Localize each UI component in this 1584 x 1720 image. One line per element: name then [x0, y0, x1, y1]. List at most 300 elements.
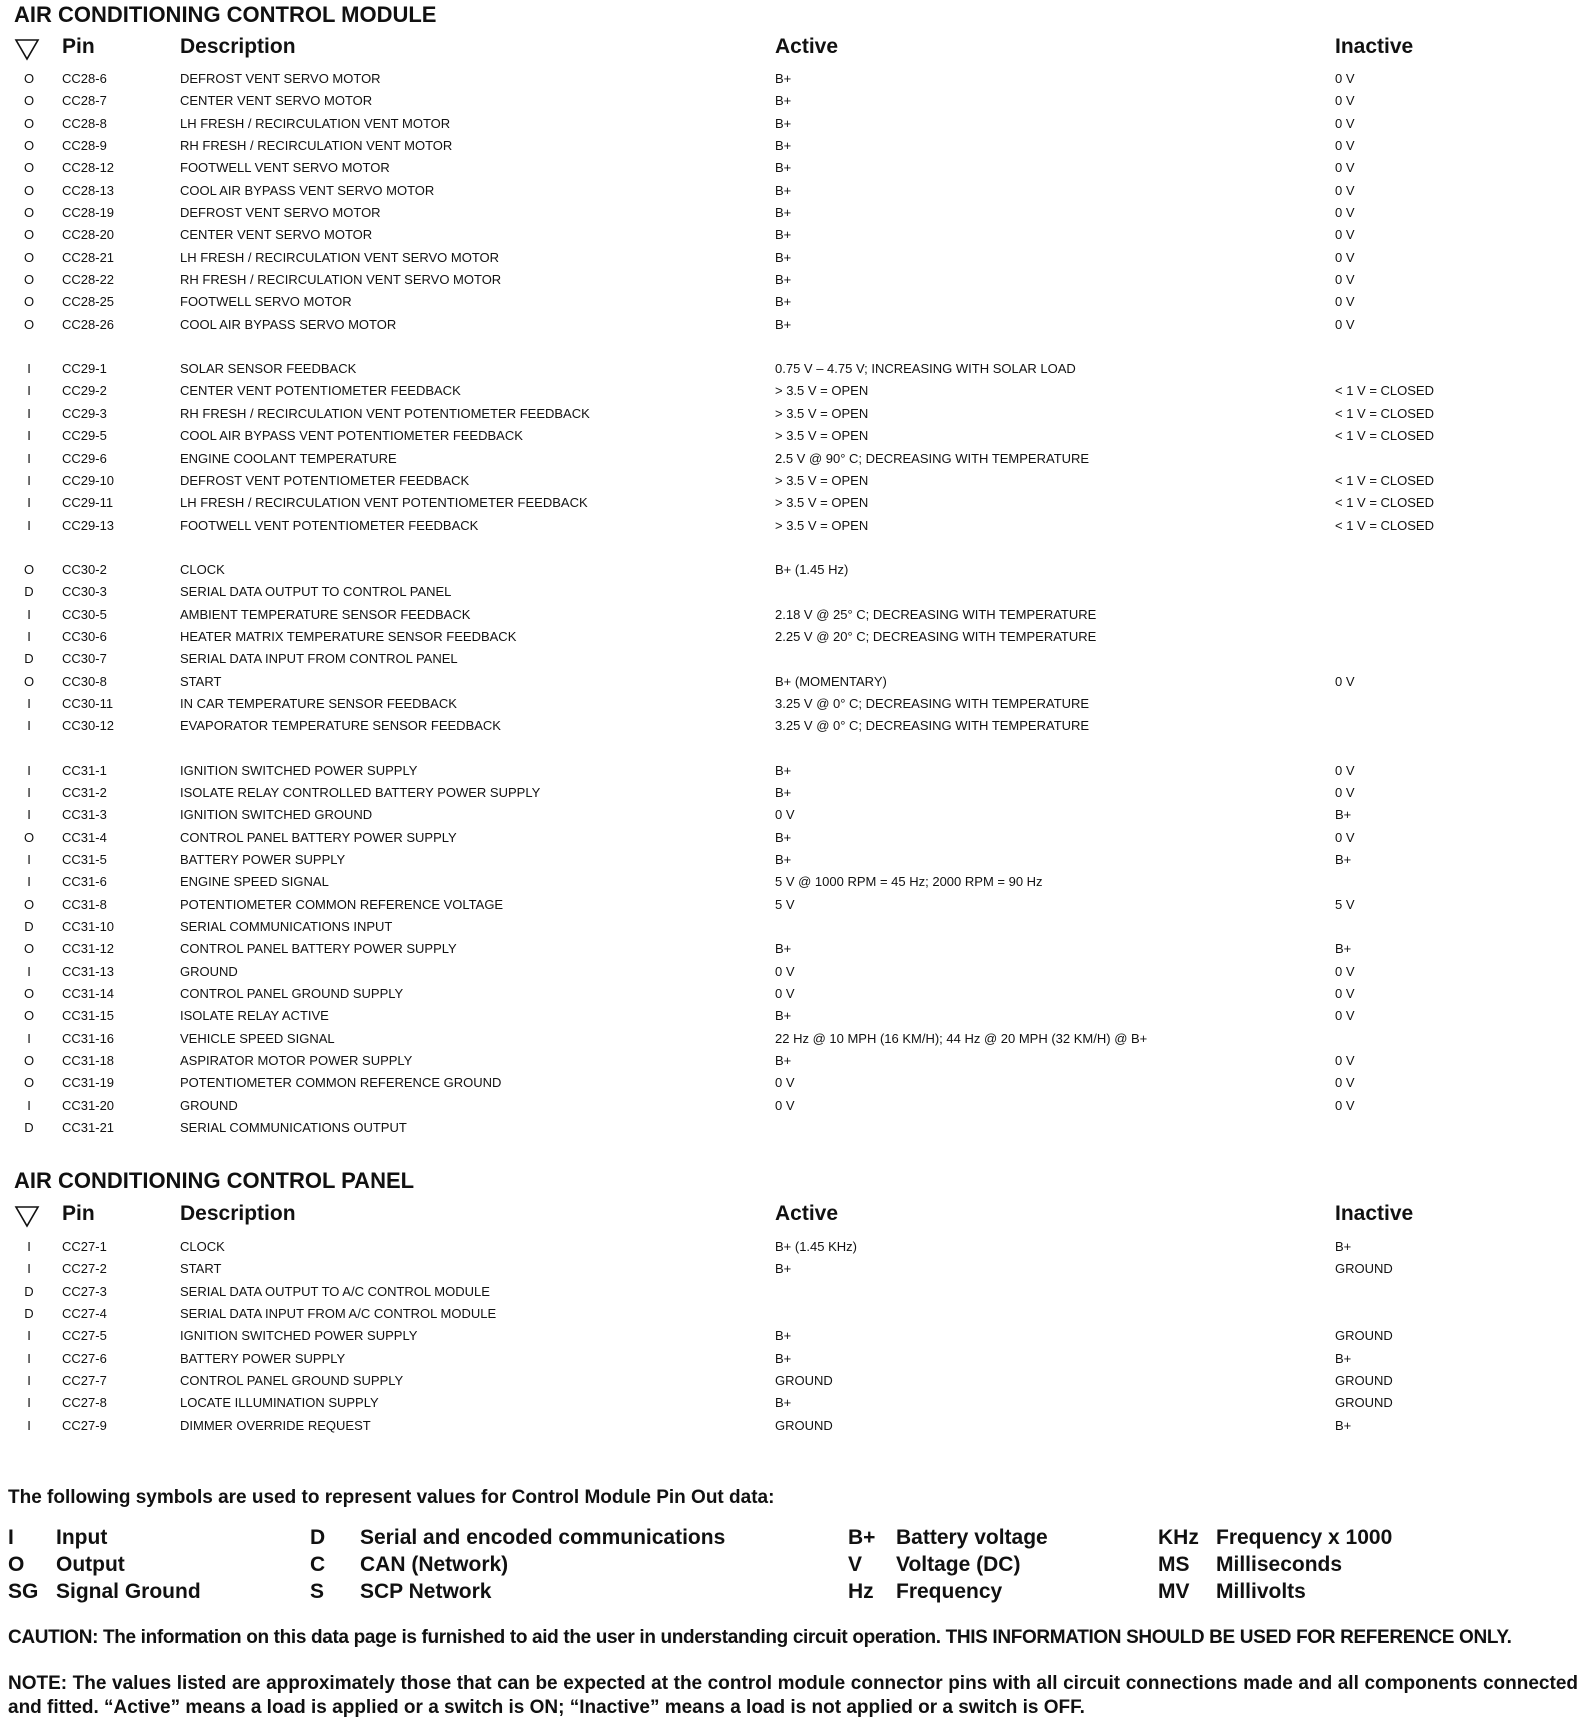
- active-value: 0 V: [775, 963, 795, 979]
- pin-description: CONTROL PANEL GROUND SUPPLY: [180, 986, 404, 1002]
- pin-type: D: [24, 584, 34, 600]
- active-value: > 3.5 V = OPEN: [775, 428, 869, 444]
- inactive-value: < 1 V = CLOSED: [1335, 383, 1434, 399]
- pin-type: O: [23, 71, 35, 86]
- pin-number: CC27-2: [62, 1261, 107, 1277]
- active-value: 5 V @ 1000 RPM = 45 Hz; 2000 RPM = 90 Hz: [775, 874, 1043, 890]
- pin-number: CC31-6: [62, 874, 107, 890]
- pin-type: I: [27, 1030, 31, 1046]
- table-row: [0, 1117, 1584, 1139]
- pin-description: CONTROL PANEL BATTERY POWER SUPPLY: [180, 941, 457, 957]
- pin-number: CC30-11: [62, 695, 114, 711]
- active-value: B+: [775, 1008, 792, 1024]
- pin-number: CC31-8: [62, 896, 107, 912]
- inactive-value: 0 V: [1335, 762, 1355, 778]
- active-value: 3.25 V @ 0° C; DECREASING WITH TEMPERATURE: [775, 695, 1090, 711]
- active-value: B+: [775, 829, 792, 845]
- table-row: [0, 224, 1584, 246]
- inactive-value: 0 V: [1335, 249, 1355, 265]
- pin-description: SERIAL DATA OUTPUT TO CONTROL PANEL: [180, 584, 452, 600]
- table-row: [0, 559, 1584, 581]
- pin-type: O: [23, 561, 35, 577]
- table-row: [0, 1370, 1584, 1392]
- pin-number: CC28-26: [62, 316, 115, 332]
- table-row: [0, 1095, 1584, 1117]
- pin-number: CC31-3: [62, 807, 107, 823]
- pin-number: CC31-18: [62, 1053, 115, 1069]
- pin-number: CC28-25: [62, 294, 115, 310]
- pin-description: CONTROL PANEL BATTERY POWER SUPPLY: [180, 829, 457, 845]
- active-value: 2.5 V @ 90° C; DECREASING WITH TEMPERATURE: [775, 450, 1090, 466]
- inactive-value: 0 V: [1335, 1097, 1355, 1113]
- pin-number: CC29-1: [62, 361, 107, 377]
- pin-number: CC27-7: [62, 1373, 107, 1389]
- panel-section-title: AIR CONDITIONING CONTROL PANEL: [14, 1168, 415, 1193]
- pin-number: CC30-12: [62, 718, 115, 734]
- table-row: [0, 849, 1584, 871]
- table-row: [0, 269, 1584, 291]
- table-row: [0, 715, 1584, 737]
- active-value: B+: [775, 205, 792, 221]
- pin-type: D: [24, 1283, 34, 1299]
- active-value: 2.25 V @ 20° C; DECREASING WITH TEMPERATURE: [775, 628, 1097, 644]
- header-inactive: Inactive: [1335, 35, 1414, 58]
- active-value: B+: [775, 1053, 792, 1069]
- active-value: 0 V: [775, 1097, 795, 1113]
- pin-description: LH FRESH / RECIRCULATION VENT POTENTIOMETER FEEDBACK: [180, 495, 588, 511]
- pin-type: I: [27, 1373, 31, 1389]
- pin-type: O: [23, 205, 35, 221]
- pin-description: AMBIENT TEMPERATURE SENSOR FEEDBACK: [180, 606, 471, 622]
- active-value: B+: [775, 115, 792, 131]
- table-row: [0, 1072, 1584, 1094]
- pin-description: GROUND: [180, 963, 238, 979]
- inactive-value: 0 V: [1335, 316, 1355, 332]
- pin-description: ASPIRATOR MOTOR POWER SUPPLY: [180, 1053, 413, 1069]
- active-value: B+: [775, 1328, 792, 1344]
- pin-description: IGNITION SWITCHED POWER SUPPLY: [180, 1328, 418, 1344]
- inactive-value: 0 V: [1335, 160, 1355, 176]
- table-row: [0, 470, 1584, 492]
- table-row: [0, 983, 1584, 1005]
- pin-number: CC27-1: [62, 1239, 107, 1254]
- pin-description: LH FRESH / RECIRCULATION VENT MOTOR: [180, 115, 451, 131]
- pin-number: CC31-5: [62, 852, 107, 867]
- pin-description: SERIAL DATA INPUT FROM CONTROL PANEL: [180, 651, 458, 667]
- table-row: [0, 1050, 1584, 1072]
- table-row: [0, 671, 1584, 693]
- pin-description: SERIAL DATA OUTPUT TO A/C CONTROL MODULE: [180, 1283, 490, 1299]
- inactive-value: B+: [1335, 1239, 1352, 1254]
- legend-symbol: SG: [8, 1580, 39, 1603]
- inactive-value: 0 V: [1335, 182, 1355, 198]
- table-row: [0, 693, 1584, 715]
- inactive-value: < 1 V = CLOSED: [1335, 517, 1434, 533]
- pin-type: I: [27, 1395, 31, 1411]
- active-value: 0 V: [775, 986, 795, 1002]
- table-row: [0, 827, 1584, 849]
- note-text: NOTE: The values listed are approximately those that can be expected at the control module connector pins with all circuit connections made and all components connected and fitted. “Active” means a load is applied or a switch is ON; “Inactive” means a load is not applied or a switch is OFF.: [8, 1673, 1578, 1718]
- active-value: B+: [775, 784, 792, 800]
- pin-type: I: [27, 495, 31, 511]
- active-value: B+: [775, 272, 792, 288]
- pin-description: DEFROST VENT SERVO MOTOR: [180, 71, 381, 86]
- active-value: GROUND: [775, 1373, 833, 1389]
- table-row: [0, 1005, 1584, 1027]
- pin-description: RH FRESH / RECIRCULATION VENT SERVO MOTOR: [180, 272, 502, 288]
- pin-type: I: [27, 361, 31, 377]
- inactive-value: 0 V: [1335, 205, 1355, 221]
- table-row: [0, 626, 1584, 648]
- inactive-value: B+: [1335, 1417, 1352, 1433]
- direction-triangle-icon: [14, 37, 40, 61]
- pin-number: CC27-9: [62, 1417, 107, 1433]
- pin-description: SERIAL COMMUNICATIONS INPUT: [180, 919, 393, 935]
- inactive-value: 0 V: [1335, 71, 1355, 86]
- table-row: [0, 358, 1584, 380]
- group-spacer: [0, 738, 1584, 760]
- pin-number: CC29-2: [62, 383, 107, 399]
- pin-description: EVAPORATOR TEMPERATURE SENSOR FEEDBACK: [180, 718, 501, 734]
- active-value: 22 Hz @ 10 MPH (16 KM/H); 44 Hz @ 20 MPH (32 KM/H) @ B+: [775, 1030, 1148, 1046]
- active-value: 5 V: [775, 896, 795, 912]
- active-value: 3.25 V @ 0° C; DECREASING WITH TEMPERATURE: [775, 718, 1090, 734]
- pin-description: RH FRESH / RECIRCULATION VENT POTENTIOMETER FEEDBACK: [180, 405, 590, 421]
- pin-type: I: [27, 807, 31, 823]
- pin-number: CC28-22: [62, 272, 115, 288]
- inactive-value: 0 V: [1335, 1075, 1355, 1091]
- legend-symbol: Hz: [848, 1580, 874, 1603]
- active-value: > 3.5 V = OPEN: [775, 495, 869, 511]
- active-value: > 3.5 V = OPEN: [775, 517, 869, 533]
- table-row: [0, 157, 1584, 179]
- inactive-value: 0 V: [1335, 138, 1355, 154]
- table-row: [0, 760, 1584, 782]
- pin-type: I: [27, 628, 31, 644]
- panel-table-header: [0, 1202, 1584, 1232]
- table-row: [0, 1325, 1584, 1347]
- pin-type: I: [27, 1097, 31, 1113]
- pin-description: DEFROST VENT POTENTIOMETER FEEDBACK: [180, 472, 470, 488]
- table-row: [0, 314, 1584, 336]
- module-pin-table: [0, 68, 1584, 1139]
- pin-type: I: [27, 963, 31, 979]
- pin-number: CC29-5: [62, 428, 107, 444]
- table-row: [0, 1392, 1584, 1414]
- legend-symbol: MV: [1158, 1580, 1190, 1603]
- pin-type: O: [23, 829, 35, 845]
- module-section-title: AIR CONDITIONING CONTROL MODULE: [14, 2, 437, 27]
- active-value: B+ (MOMENTARY): [775, 673, 887, 689]
- pin-description: ISOLATE RELAY ACTIVE: [180, 1008, 329, 1024]
- table-row: [0, 804, 1584, 826]
- pin-number: CC27-8: [62, 1395, 107, 1411]
- pin-description: IGNITION SWITCHED POWER SUPPLY: [180, 762, 418, 778]
- inactive-value: < 1 V = CLOSED: [1335, 495, 1434, 511]
- pin-description: RH FRESH / RECIRCULATION VENT MOTOR: [180, 138, 453, 154]
- legend-meaning: Serial and encoded communications: [360, 1526, 726, 1549]
- legend-meaning: Output: [56, 1553, 125, 1576]
- table-row: [0, 581, 1584, 603]
- table-row: [0, 1348, 1584, 1370]
- active-value: B+: [775, 941, 792, 957]
- pin-type: O: [23, 294, 35, 310]
- active-value: B+: [775, 227, 792, 243]
- active-value: B+: [775, 294, 792, 310]
- pin-number: CC28-8: [62, 115, 107, 131]
- active-value: B+: [775, 138, 792, 154]
- table-row: [0, 648, 1584, 670]
- legend-symbol: V: [848, 1553, 863, 1576]
- legend-meaning: SCP Network: [360, 1580, 492, 1603]
- pin-type: O: [23, 93, 35, 109]
- active-value: B+: [775, 316, 792, 332]
- table-row: [0, 180, 1584, 202]
- table-row: [0, 202, 1584, 224]
- pin-number: CC30-6: [62, 628, 107, 644]
- pin-type: I: [27, 1350, 31, 1366]
- pin-type: I: [27, 405, 31, 421]
- active-value: B+: [775, 1350, 792, 1366]
- group-spacer: [0, 537, 1584, 559]
- table-row: [0, 403, 1584, 425]
- pin-description: IN CAR TEMPERATURE SENSOR FEEDBACK: [180, 695, 457, 711]
- active-value: B+: [775, 71, 792, 86]
- inactive-value: 0 V: [1335, 829, 1355, 845]
- active-value: 2.18 V @ 25° C; DECREASING WITH TEMPERATURE: [775, 606, 1097, 622]
- header-active: Active: [775, 35, 839, 58]
- pin-number: CC29-13: [62, 517, 115, 533]
- pin-description: SERIAL COMMUNICATIONS OUTPUT: [180, 1120, 407, 1136]
- pin-type: D: [24, 919, 34, 935]
- pin-type: I: [27, 472, 31, 488]
- legend-meaning: Input: [56, 1526, 108, 1549]
- legend-meaning: Milliseconds: [1216, 1553, 1343, 1576]
- table-row: [0, 782, 1584, 804]
- active-value: 0 V: [775, 807, 795, 823]
- pin-type: I: [27, 450, 31, 466]
- pin-type: O: [23, 673, 35, 689]
- pin-number: CC28-13: [62, 182, 115, 198]
- pin-number: CC31-21: [62, 1120, 115, 1136]
- inactive-value: B+: [1335, 1350, 1352, 1366]
- pin-number: CC28-9: [62, 138, 107, 154]
- pin-number: CC31-15: [62, 1008, 115, 1024]
- pin-number: CC31-19: [62, 1075, 115, 1091]
- active-value: B+: [775, 160, 792, 176]
- legend-symbol: MS: [1158, 1553, 1190, 1576]
- table-row: [0, 1281, 1584, 1303]
- pin-description: DEFROST VENT SERVO MOTOR: [180, 205, 381, 221]
- legend-meaning: Frequency x 1000: [1216, 1526, 1393, 1549]
- table-row: [0, 961, 1584, 983]
- table-row: [0, 894, 1584, 916]
- inactive-value: B+: [1335, 852, 1352, 867]
- pin-type: O: [23, 160, 35, 176]
- table-row: [0, 1236, 1584, 1258]
- pin-description: CENTER VENT SERVO MOTOR: [180, 93, 373, 109]
- pin-number: CC29-11: [62, 495, 114, 511]
- module-table-header: [0, 35, 1584, 65]
- table-row: [0, 1028, 1584, 1050]
- inactive-value: B+: [1335, 941, 1352, 957]
- pin-description: FOOTWELL VENT SERVO MOTOR: [180, 160, 390, 176]
- inactive-value: 0 V: [1335, 93, 1355, 109]
- pin-description: POTENTIOMETER COMMON REFERENCE GROUND: [180, 1075, 502, 1091]
- inactive-value: 0 V: [1335, 272, 1355, 288]
- legend-meaning: Voltage (DC): [896, 1553, 1021, 1576]
- caution-text: CAUTION: The information on this data page is furnished to aid the user in understanding circuit operation. THIS INFORMATION SHOULD BE USED FOR REFERENCE ONLY.: [8, 1627, 1512, 1648]
- pin-description: ISOLATE RELAY CONTROLLED BATTERY POWER SUPPLY: [180, 784, 541, 800]
- table-row: [0, 425, 1584, 447]
- pin-type: O: [23, 182, 35, 198]
- pin-description: GROUND: [180, 1097, 238, 1113]
- pin-description: CONTROL PANEL GROUND SUPPLY: [180, 1373, 404, 1389]
- pin-number: CC29-6: [62, 450, 107, 466]
- pin-number: CC31-13: [62, 963, 115, 979]
- pin-type: I: [27, 1417, 31, 1433]
- table-row: [0, 448, 1584, 470]
- pin-number: CC31-20: [62, 1097, 115, 1113]
- inactive-value: B+: [1335, 807, 1352, 823]
- pin-type: I: [27, 517, 31, 533]
- active-value: B+: [775, 1261, 792, 1277]
- pin-type: O: [23, 1053, 35, 1069]
- pin-type: I: [27, 428, 31, 444]
- active-value: B+: [775, 93, 792, 109]
- pin-description: SERIAL DATA INPUT FROM A/C CONTROL MODULE: [180, 1306, 497, 1322]
- table-row: [0, 135, 1584, 157]
- legend-meaning: Frequency: [896, 1580, 1003, 1603]
- table-row: [0, 604, 1584, 626]
- header-inactive: Inactive: [1335, 1202, 1414, 1225]
- inactive-value: 0 V: [1335, 963, 1355, 979]
- table-row: [0, 938, 1584, 960]
- pin-description: BATTERY POWER SUPPLY: [180, 852, 346, 867]
- pin-type: O: [23, 896, 35, 912]
- pin-number: CC30-8: [62, 673, 107, 689]
- inactive-value: GROUND: [1335, 1261, 1393, 1277]
- table-row: [0, 90, 1584, 112]
- legend-meaning: Signal Ground: [56, 1580, 201, 1603]
- table-row: [0, 916, 1584, 938]
- pin-number: CC30-5: [62, 606, 107, 622]
- pin-type: O: [23, 227, 35, 243]
- inactive-value: < 1 V = CLOSED: [1335, 428, 1434, 444]
- inactive-value: GROUND: [1335, 1373, 1393, 1389]
- pin-description: LH FRESH / RECIRCULATION VENT SERVO MOTOR: [180, 249, 500, 265]
- pin-type: O: [23, 272, 35, 288]
- pin-number: CC31-10: [62, 919, 115, 935]
- active-value: B+: [775, 1395, 792, 1411]
- inactive-value: 0 V: [1335, 986, 1355, 1002]
- pin-type: O: [23, 1075, 35, 1091]
- pin-number: CC28-21: [62, 249, 115, 265]
- inactive-value: 0 V: [1335, 294, 1355, 310]
- pin-type: I: [27, 852, 31, 867]
- pin-type: O: [23, 249, 35, 265]
- active-value: > 3.5 V = OPEN: [775, 405, 869, 421]
- pin-number: CC27-5: [62, 1328, 107, 1344]
- pin-type: O: [23, 115, 35, 131]
- pin-type: O: [23, 941, 35, 957]
- pin-description: LOCATE ILLUMINATION SUPPLY: [180, 1395, 379, 1411]
- group-spacer: [0, 336, 1584, 358]
- pin-number: CC28-12: [62, 160, 115, 176]
- active-value: > 3.5 V = OPEN: [775, 472, 869, 488]
- pin-number: CC31-1: [62, 762, 107, 778]
- inactive-value: 0 V: [1335, 673, 1355, 689]
- pin-number: CC31-12: [62, 941, 115, 957]
- legend-intro: The following symbols are used to represent values for Control Module Pin Out data:: [8, 1487, 775, 1508]
- pin-description: SOLAR SENSOR FEEDBACK: [180, 361, 357, 377]
- pin-description: COOL AIR BYPASS VENT SERVO MOTOR: [180, 182, 435, 198]
- pin-description: COOL AIR BYPASS SERVO MOTOR: [180, 316, 397, 332]
- table-row: [0, 492, 1584, 514]
- header-description: Description: [180, 1202, 296, 1225]
- active-value: > 3.5 V = OPEN: [775, 383, 869, 399]
- pin-type: I: [27, 1239, 31, 1254]
- pin-description: POTENTIOMETER COMMON REFERENCE VOLTAGE: [180, 896, 504, 912]
- inactive-value: 5 V: [1335, 896, 1355, 912]
- pin-type: O: [23, 138, 35, 154]
- pin-type: I: [27, 1261, 31, 1277]
- pin-description: VEHICLE SPEED SIGNAL: [180, 1030, 335, 1046]
- pin-number: CC27-6: [62, 1350, 107, 1366]
- pin-number: CC30-2: [62, 561, 107, 577]
- pin-number: CC28-6: [62, 71, 107, 86]
- table-row: [0, 1415, 1584, 1437]
- active-value: B+: [775, 182, 792, 198]
- inactive-value: < 1 V = CLOSED: [1335, 405, 1434, 421]
- direction-triangle-icon: [14, 1204, 40, 1228]
- pin-description: CENTER VENT SERVO MOTOR: [180, 227, 373, 243]
- pin-type: I: [27, 695, 31, 711]
- pin-number: CC31-14: [62, 986, 115, 1002]
- header-description: Description: [180, 35, 296, 58]
- pin-description: START: [180, 1261, 222, 1277]
- inactive-value: < 1 V = CLOSED: [1335, 472, 1434, 488]
- pin-description: CLOCK: [180, 1239, 225, 1254]
- active-value: B+: [775, 249, 792, 265]
- pin-description: COOL AIR BYPASS VENT POTENTIOMETER FEEDBACK: [180, 428, 523, 444]
- pin-number: CC30-7: [62, 651, 107, 667]
- pin-description: CLOCK: [180, 561, 225, 577]
- header-pin: Pin: [62, 35, 95, 58]
- table-row: [0, 68, 1584, 90]
- active-value: GROUND: [775, 1417, 833, 1433]
- inactive-value: 0 V: [1335, 1053, 1355, 1069]
- pin-number: CC31-4: [62, 829, 107, 845]
- pin-description: BATTERY POWER SUPPLY: [180, 1350, 346, 1366]
- inactive-value: 0 V: [1335, 1008, 1355, 1024]
- legend-meaning: CAN (Network): [360, 1553, 509, 1576]
- pin-description: START: [180, 673, 222, 689]
- pin-type: I: [27, 874, 31, 890]
- pin-number: CC31-2: [62, 784, 107, 800]
- table-row: [0, 380, 1584, 402]
- pin-description: FOOTWELL SERVO MOTOR: [180, 294, 352, 310]
- inactive-value: 0 V: [1335, 227, 1355, 243]
- pin-number: CC29-10: [62, 472, 115, 488]
- active-value: B+ (1.45 KHz): [775, 1239, 858, 1254]
- active-value: B+: [775, 762, 792, 778]
- panel-pin-table: [0, 1236, 1584, 1437]
- header-pin: Pin: [62, 1202, 95, 1225]
- pin-type: D: [24, 1306, 34, 1322]
- pin-type: D: [24, 1120, 34, 1136]
- header-active: Active: [775, 1202, 839, 1225]
